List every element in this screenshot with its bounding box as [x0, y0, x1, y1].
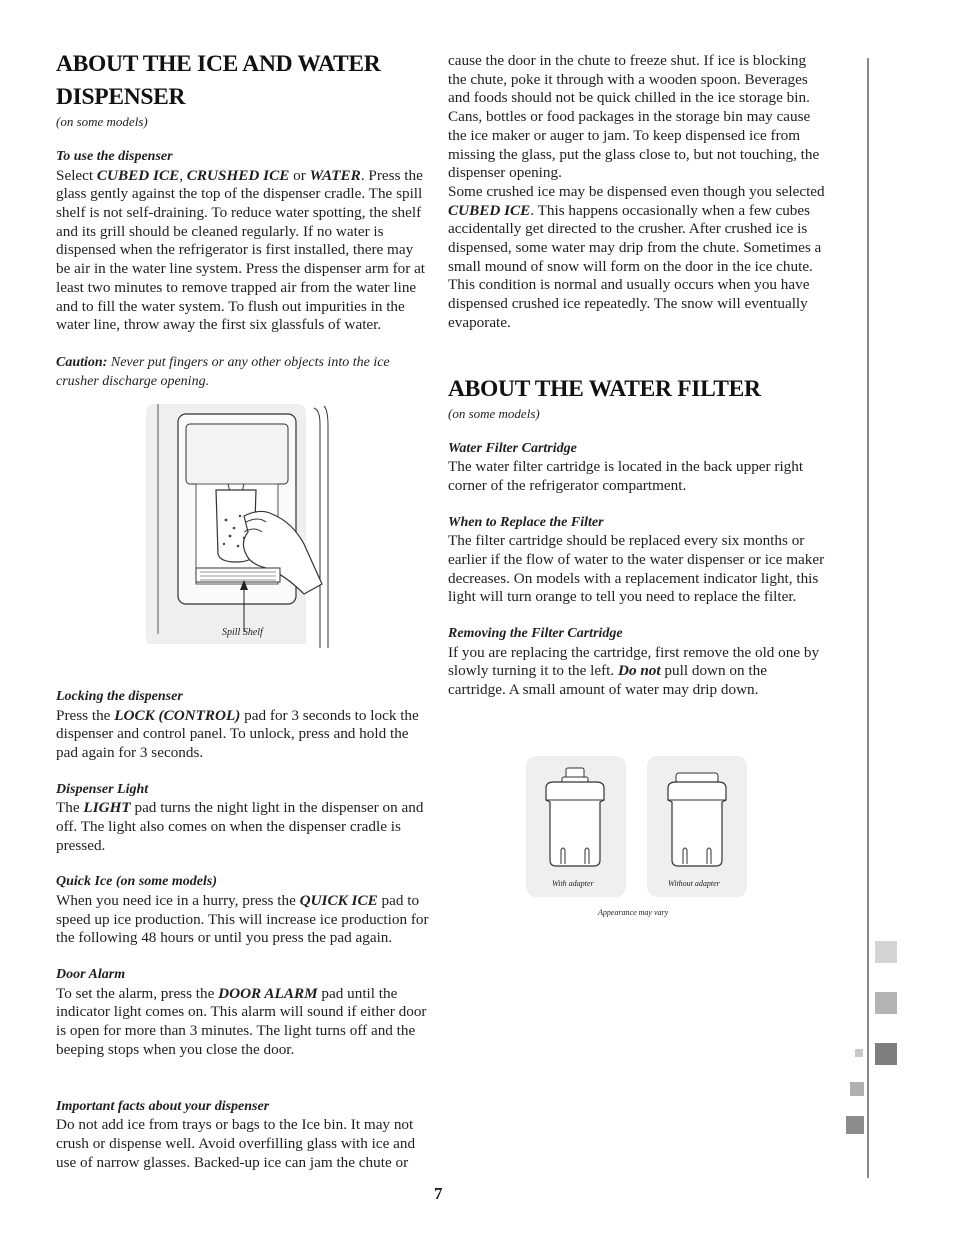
- removing-title: Removing the Filter Cartridge: [448, 625, 623, 641]
- page-number: 7: [434, 1184, 443, 1203]
- facts-title: Important facts about your dispenser: [56, 1098, 270, 1114]
- crushed-ice-note: Some crushed ice may be dispensed even though you selected CUBED ICE. This happens occasionally when a few cubes accidentally get directed to the crusher. After crushed ice is dispensed, some water may drip from the chute. Sometimes a small mound of snow will form on the door in the ice chute. This condition is normal and usually occurs when you have dispensed crushed ice repeatedly. The snow will eventually evaporate.: [448, 182, 825, 331]
- filter-with-adapter-icon: [546, 768, 604, 866]
- without-adapter-label: Without adapter: [668, 879, 720, 888]
- cartridge-text: The water filter cartridge is located in the back upper right corner of the refrigerator compartment.: [448, 458, 804, 494]
- right-column: [448, 52, 826, 700]
- side-tab: [875, 1043, 897, 1065]
- spill-shelf-label: Spill Shelf: [222, 627, 263, 638]
- locking-text: Press the LOCK (CONTROL) pad for 3 seconds to lock the dispenser and control panel. To unlock, press and hold the pad again for 3 seconds.: [56, 706, 419, 761]
- side-square: [846, 1116, 864, 1134]
- water-filter-heading: ABOUT THE WATER FILTER: [448, 375, 761, 402]
- removing-text: If you are replacing the cartridge, first remove the old one by slowly turning it to the left. Do not pull down on the cartridge. A small amount of water may drip down.: [448, 643, 820, 698]
- appearance-caption: Appearance may vary: [598, 908, 669, 917]
- left-column: [56, 48, 430, 391]
- replace-title: When to Replace the Filter: [448, 514, 604, 530]
- filter-cartridge-illustration: [526, 756, 748, 922]
- cartridge-title: Water Filter Cartridge: [448, 440, 577, 456]
- side-square: [850, 1082, 864, 1096]
- light-title: Dispenser Light: [56, 781, 149, 797]
- caution-note: Caution: Never put fingers or any other objects into the ice crusher discharge opening.: [56, 354, 390, 389]
- light-text: The LIGHT pad turns the night light in the dispenser on and off. The light also comes on when the dispenser cradle is pressed.: [56, 799, 424, 854]
- facts-text: Do not add ice from trays or bags to the Ice bin. It may not crush or dispense well. Avoid overfilling glass with ice and use of narrow glasses. Backed-up ice can jam the chute or: [56, 1116, 416, 1171]
- side-rule: [867, 58, 869, 1178]
- side-square: [855, 1049, 863, 1057]
- filter-without-adapter-icon: [668, 773, 726, 866]
- with-adapter-label: With adapter: [552, 879, 594, 888]
- side-tab: [875, 992, 897, 1014]
- use-dispenser-text: Select CUBED ICE, CRUSHED ICE or WATER. Press the glass gently against the top of the dispenser cradle. The spill shelf is not self-draining. To reduce water spotting, the shelf and its grill should be cleaned regularly. If no water is dispensed when the refrigerator is first installed, there may be air in the water line system. Press the dispenser arm for at least two minutes to remove trapped air from the water line and to fill the water system. To flush out impurities in the water line, throw away the first six glassfuls of water.: [56, 166, 426, 334]
- facts-continued: cause the door in the chute to freeze shut. If ice is blocking the chute, poke it through with a wooden spoon. Beverages and foods should not be quick chilled in the ice storage bin. Cans, bottles or food packages in the storage bin may cause the ice maker or auger to jam. To keep dispensed ice from missing the glass, put the glass close to, but not touching, the dispenser opening.: [448, 52, 820, 182]
- quick-ice-title: Quick Ice (on some models): [56, 874, 217, 890]
- replace-text: The filter cartridge should be replaced every six months or earlier if the flow of water to the water dispenser or ice maker decreases. On models with a replacement indicator light, this light will turn orange to tell you need to replace the filter.: [448, 532, 825, 606]
- side-tab: [875, 941, 897, 963]
- use-dispenser-title: To use the dispenser: [56, 149, 173, 164]
- dispenser-subnote: (on some models): [56, 114, 148, 129]
- locking-title: Locking the dispenser: [56, 689, 183, 704]
- door-alarm-text: To set the alarm, press the DOOR ALARM pad until the indicator light comes on. This alarm will sound if either door is open for more than 3 minutes. The light turns off and the beeping stops when you close the door.: [56, 984, 427, 1058]
- quick-ice-text: When you need ice in a hurry, press the QUICK ICE pad to speed up ice production. This will increase ice production for the following 48 hours or until you press the pad again.: [56, 892, 429, 947]
- left-column-lower: [56, 688, 430, 1172]
- dispenser-illustration: [144, 404, 334, 648]
- dispenser-heading: ABOUT THE ICE AND WATER DISPENSER: [56, 51, 381, 110]
- water-filter-subnote: (on some models): [448, 405, 540, 421]
- door-alarm-title: Door Alarm: [56, 967, 126, 983]
